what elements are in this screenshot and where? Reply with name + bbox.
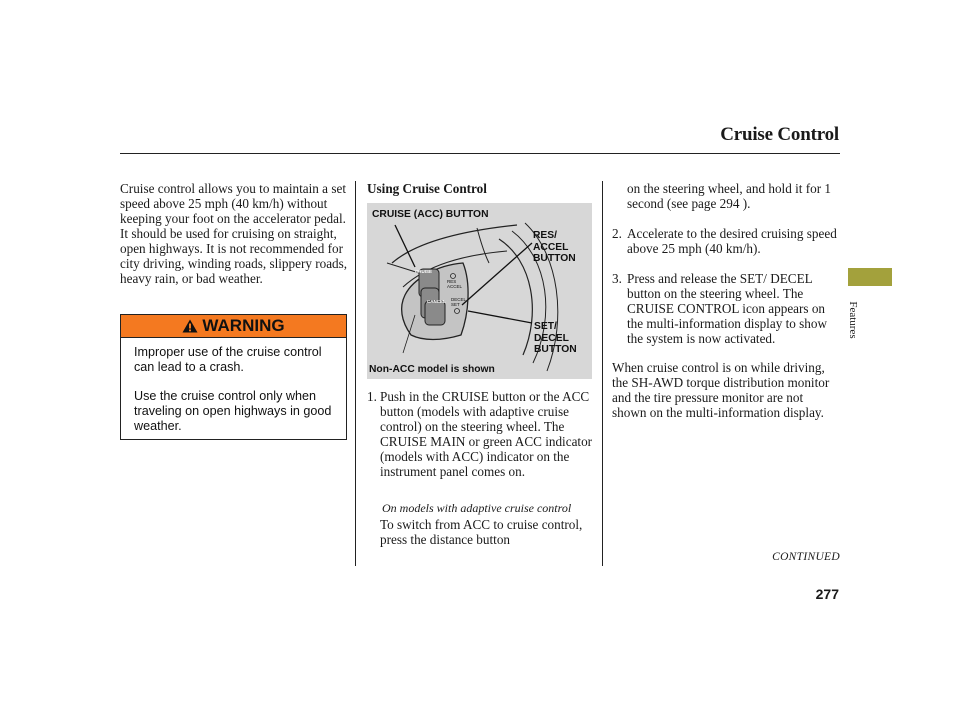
step-1 (367, 389, 595, 479)
figure-btn-res: RES ACCEL (447, 279, 463, 289)
header-rule (120, 153, 840, 154)
warning-box (120, 314, 347, 440)
section-tab-label (846, 290, 860, 350)
warning-header (121, 315, 346, 338)
usage-steps (367, 389, 595, 547)
step-text: Push in the CRUISE button or the ACC button (models with adaptive cruise control) on the steering wheel. The CRUISE MAIN or green ACC indicator (models with ACC) indicator on the instrument panel comes on. (380, 389, 593, 479)
figure-btn-set: DECEL SET (451, 297, 467, 307)
figure-btn-cancel: CANCEL (427, 299, 446, 304)
step-number: 3. (612, 271, 622, 286)
figure-btn-cruise: CRUISE (415, 269, 433, 274)
steering-wheel-figure (367, 203, 592, 379)
warning-triangle-icon (182, 319, 198, 333)
acc-switch-text: To switch from ACC to cruise control, press the distance button (380, 517, 583, 547)
section-tab (848, 268, 892, 286)
res-accel-button-label: RES/ ACCEL BUTTON (533, 230, 576, 264)
warning-body (121, 338, 346, 434)
warning-line: Improper use of the cruise control can lead to a crash. (134, 345, 322, 374)
display-note-paragraph: When cruise control is on while driving, the SH-AWD torque distribution monitor and the tire pressure monitor are not shown on the multi-information display. (612, 360, 830, 420)
cruise-button-label: CRUISE (ACC) BUTTON (372, 209, 489, 220)
figure-caption: Non-ACC model is shown (369, 364, 495, 375)
step-2 (612, 226, 840, 256)
steps-column (612, 181, 840, 420)
column-divider (355, 181, 356, 566)
step-text: Accelerate to the desired cruising speed above 25 mph (40 km/h). (627, 226, 837, 256)
page-title: Cruise Control (720, 124, 839, 145)
intro-paragraph: Cruise control allows you to maintain a set speed above 25 mph (40 km/h) without keeping your foot on the accelerator pedal. It should be used for cruising on straight, open highways. It is not recommended for city driving, winding roads, slippery roads, heavy rain, or bad weather. (120, 181, 348, 286)
step-number: 1. (367, 389, 377, 404)
set-decel-button-label: SET/ DECEL BUTTON (534, 321, 577, 355)
continued-step-text: on the steering wheel, and hold it for 1 second (see page 294 ). (627, 181, 831, 211)
section-tab-text: Features (847, 301, 859, 339)
acc-model-note: On models with adaptive cruise control (382, 501, 572, 515)
continued-marker: CONTINUED (772, 551, 840, 563)
page-number: 277 (815, 586, 839, 602)
step-number: 2. (612, 226, 622, 241)
warning-label: WARNING (202, 316, 285, 335)
usage-column (367, 181, 595, 196)
step-3 (612, 271, 840, 346)
step-text: Press and release the SET/ DECEL button on the steering wheel. The CRUISE CONTROL icon appears on the multi-information display to show the system is now activated. (627, 271, 827, 346)
section-heading: Using Cruise Control (367, 181, 487, 196)
intro-column (120, 181, 348, 286)
warning-line: Use the cruise control only when traveling on open highways in good weather. (134, 389, 332, 433)
column-divider (602, 181, 603, 566)
